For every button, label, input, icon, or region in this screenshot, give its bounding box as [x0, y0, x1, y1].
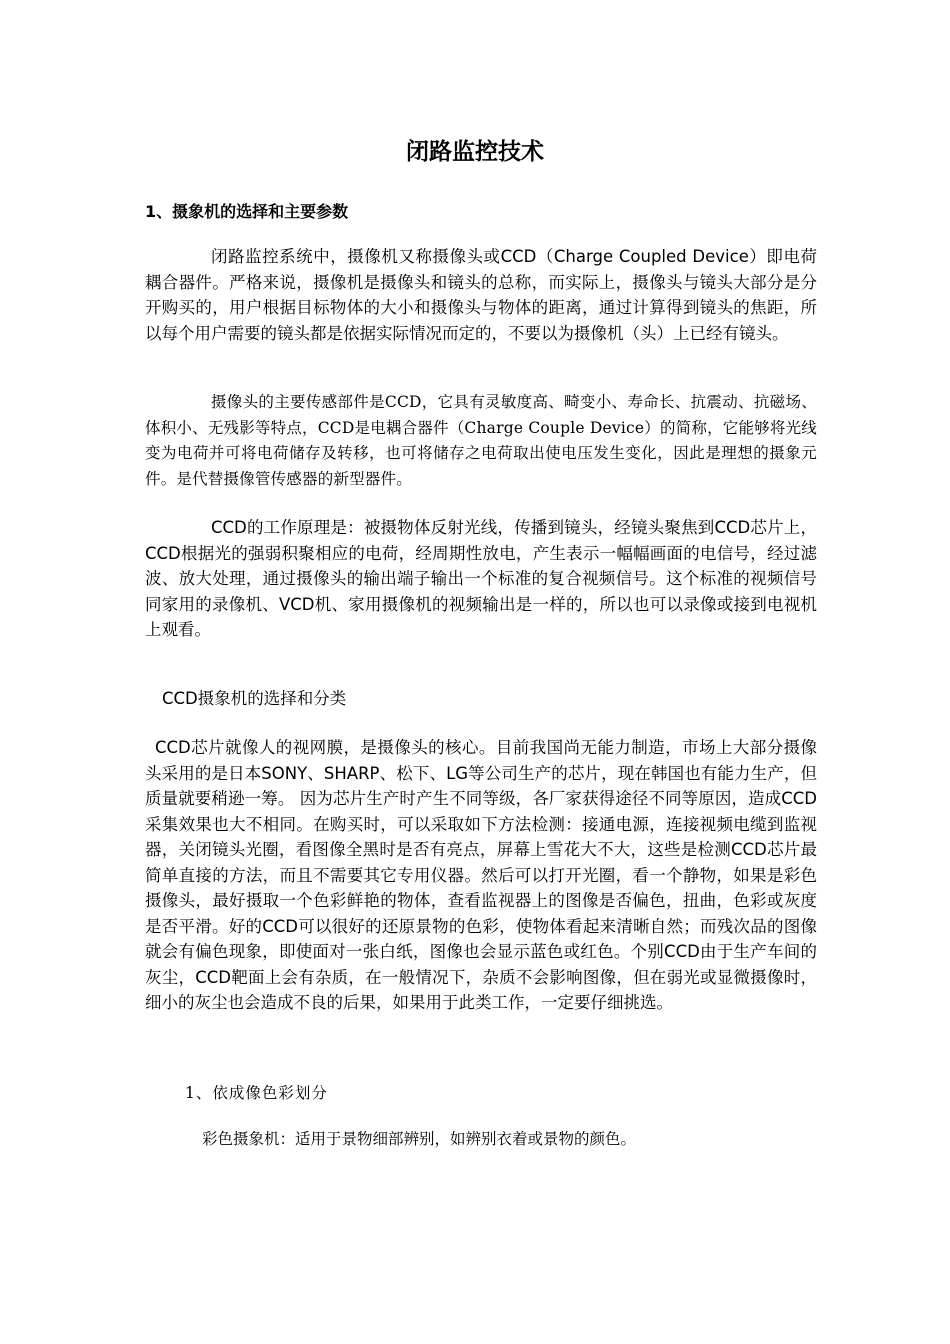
subheading-by-color: 1、依成像色彩划分 [185, 1084, 328, 1102]
paragraph-ccd-principle: CCD的工作原理是：被摄物体反射光线，传播到镜头，经镜头聚焦到CCD芯片上，CCD根据光的强弱积聚相应的电荷，经周期性放电，产生表示一幅幅画面的电信号，经过滤波、放大处理，通过摄像头的输出端子输出一个标准的复合视频信号。这个标准的视频信号同家用的录像机、VCD机、家用摄像机的视频输出是一样的，所以也可以录像或接到电视机上观看。 [145, 518, 817, 639]
paragraph-ccd-sensor: 摄像头的主要传感部件是CCD，它具有灵敏度高、畸变小、寿命长、抗震动、抗磁场、体积小、无残影等特点，CCD是电耦合器件（Charge Couple Device）的简称，它能够将光线变为电荷并可将电荷储存及转移，也可将储存之电荷取出使电压发生变化，因此是理想的摄象元件。是代替摄像管传感器的新型器件。 [145, 393, 817, 488]
paragraph-camera-definition: 闭路监控系统中，摄像机又称摄像头或CCD（Charge Coupled Device）即电荷耦合器件。严格来说，摄像机是摄像头和镜头的总称，而实际上，摄像头与镜头大部分是分开购买的，用户根据目标物体的大小和摄像头与物体的距离，通过计算得到镜头的焦距，所以每个用户需要的镜头都是依据实际情况而定的，不要以为摄像机（头）上已经有镜头。 [145, 247, 817, 343]
paragraph-color-camera: 彩色摄象机：适用于景物细部辨别，如辨别衣着或景物的颜色。 [202, 1130, 637, 1148]
subheading-ccd-selection: CCD摄象机的选择和分类 [162, 689, 347, 708]
section-heading-camera-selection: 1、摄象机的选择和主要参数 [145, 202, 349, 221]
document-title: 闭路监控技术 [406, 139, 544, 165]
paragraph-ccd-chip: CCD芯片就像人的视网膜，是摄像头的核心。目前我国尚无能力制造，市场上大部分摄像头采用的是日本SONY、SHARP、松下、LG等公司生产的芯片，现在韩国也有能力生产，但质量就要稍逊一筹。 因为芯片生产时产生不同等级，各厂家获得途径不同等原因，造成CCD采集效果也大不相同。在购买时，可以采取如下方法检测：接通电源，连接视频电缆到监视器，关闭镜头光圈，看图像全黑时是否有亮点，屏幕上雪花大不大，这些是检测CCD芯片最简单直接的方法，而且不需要其它专用仪器。然后可以打开光圈，看一个静物，如果是彩色摄像头，最好摄取一个色彩鲜艳的物体，查看监视器上的图像是否偏色，扭曲，色彩或灰度是否平滑。好的CCD可以很好的还原景物的色彩，使物体看起来清晰自然；而残次品的图像就会有偏色现象，即使面对一张白纸，图像也会显示蓝色或红色。个别CCD由于生产车间的灰尘，CCD靶面上会有杂质，在一般情况下，杂质不会影响图像，但在弱光或显微摄像时，细小的灰尘也会造成不良的后果，如果用于此类工作，一定要仔细挑选。 [145, 738, 817, 1012]
